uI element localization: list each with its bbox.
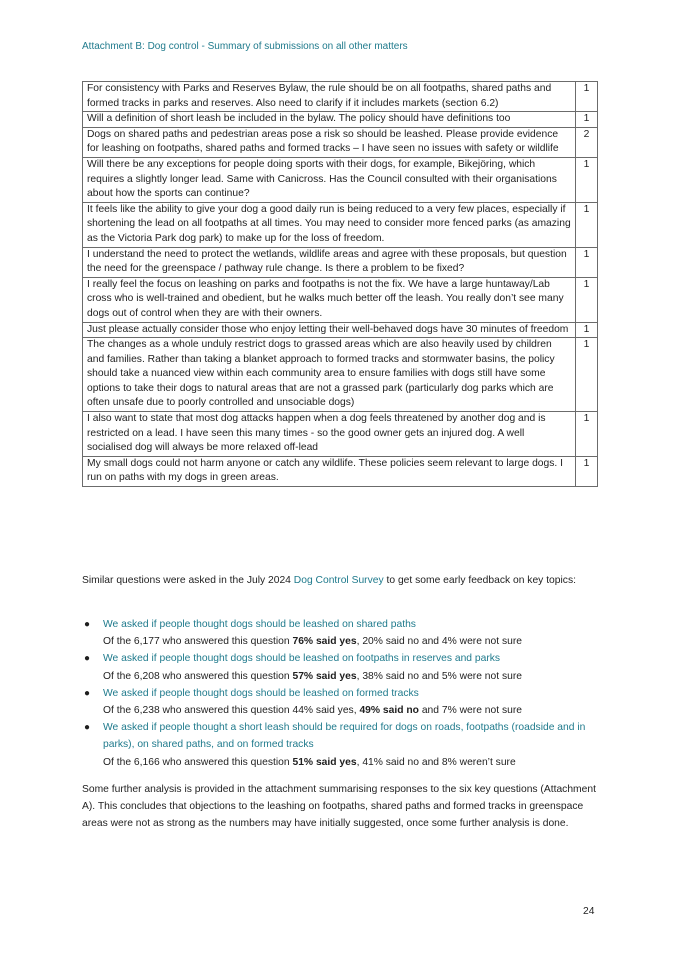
intro-text-start: Similar questions were asked in the July 2024 xyxy=(82,575,294,586)
list-item xyxy=(82,616,602,650)
result-highlight: 57% said yes xyxy=(292,670,357,682)
page-header-title: Attachment B: Dog control - Summary of submissions on all other matters xyxy=(82,41,408,52)
list-item xyxy=(82,719,602,771)
table-row xyxy=(83,82,598,112)
result-text: , 41% said no and 8% weren’t sure xyxy=(356,756,516,768)
submission-text: Just please actually consider those who enjoy letting their well-behaved dogs have 30 minutes of freedom xyxy=(83,322,576,338)
table-row xyxy=(83,112,598,128)
intro-text-end: to get some early feedback on key topics: xyxy=(383,575,576,586)
table-row xyxy=(83,412,598,457)
submission-text: My small dogs could not harm anyone or catch any wildlife. These policies seem relevant to large dogs. I run on paths with my dogs in green areas. xyxy=(83,456,576,486)
submission-count: 1 xyxy=(576,247,598,277)
result-text: and 7% were not sure xyxy=(418,705,522,717)
submission-text: Will a definition of short leash be included in the bylaw. The policy should have definitions too xyxy=(83,112,576,128)
survey-findings-list xyxy=(82,616,602,771)
result-text: , 20% said no and 4% were not sure xyxy=(356,636,523,648)
table-row xyxy=(83,456,598,486)
result-text: , 38% said no and 5% were not sure xyxy=(356,670,523,682)
list-item xyxy=(82,650,602,684)
submission-count: 1 xyxy=(576,322,598,338)
survey-question: We asked if people thought dogs should be leashed on formed tracks xyxy=(103,687,419,699)
submission-count: 2 xyxy=(576,127,598,157)
survey-result xyxy=(103,702,602,719)
submission-count: 1 xyxy=(576,456,598,486)
table-row xyxy=(83,277,598,322)
result-text: Of the 6,238 who answered this question 44% said yes, xyxy=(103,705,360,717)
survey-result xyxy=(103,668,602,685)
survey-result xyxy=(103,633,602,650)
submission-text: The changes as a whole unduly restrict dogs to grassed areas which are also heavily used by children and families. Rather than taking a blanket approach to formed tracks and stormwater basins, the policy should take a nuanced view within each community area to ensure families with dogs still have some options to take their dogs to natural areas that are not a grassed park (particularly dog parks which are often unsafe due to poorly controlled and unsociable dogs) xyxy=(83,338,576,412)
survey-question: We asked if people thought dogs should be leashed on shared paths xyxy=(103,619,416,630)
survey-question: We asked if people thought dogs should be leashed on footpaths in reserves and parks xyxy=(103,653,501,665)
submission-text: I really feel the focus on leashing on parks and footpaths is not the fix. We have a large huntaway/Lab cross who is well-trained and obedient, but he walks much better off the leash. You really don’t see many dogs out of control when they are with their owners. xyxy=(83,277,576,322)
table-row xyxy=(83,322,598,338)
submission-text: For consistency with Parks and Reserves Bylaw, the rule should be on all footpaths, shared paths and formed tracks in parks and reserves. Also need to clarify if it includes markets (section 6.2) xyxy=(83,82,576,112)
submission-text: I also want to state that most dog attacks happen when a dog feels threatened by another dog and is restricted on a lead. I have seen this many times - so the good owner gets an injured dog. A well socialised dog will always be more relaxed off-lead xyxy=(83,412,576,457)
bullet-dot-icon: ● xyxy=(84,687,91,699)
result-text: Of the 6,177 who answered this question xyxy=(103,636,293,648)
submissions-table xyxy=(82,81,598,487)
submission-count: 1 xyxy=(576,112,598,128)
table-row xyxy=(83,338,598,412)
table-row xyxy=(83,202,598,247)
submission-count: 1 xyxy=(576,277,598,322)
submission-text: I understand the need to protect the wetlands, wildlife areas and agree with these proposals, but question the need for the greenspace / pathway rule change. Is there a problem to be fixed? xyxy=(83,247,576,277)
survey-result xyxy=(103,754,602,771)
result-highlight: 76% said yes xyxy=(292,636,357,648)
table-row xyxy=(83,127,598,157)
bullet-dot-icon: ● xyxy=(84,722,91,734)
submission-text: Dogs on shared paths and pedestrian areas pose a risk so should be leashed. Please provide evidence for leashing on footpaths, shared paths and formed tracks – I have seen no issues with safety or wildlife xyxy=(83,127,576,157)
result-highlight: 51% said yes xyxy=(292,756,357,768)
table-row xyxy=(83,247,598,277)
bullet-dot-icon: ● xyxy=(84,653,91,665)
page-number: 24 xyxy=(583,906,595,917)
result-text: Of the 6,166 who answered this question xyxy=(103,756,293,768)
dog-control-survey-link[interactable]: Dog Control Survey xyxy=(293,575,384,586)
submission-count: 1 xyxy=(576,338,598,412)
submission-count: 1 xyxy=(576,412,598,457)
bullet-dot-icon: ● xyxy=(84,619,91,630)
submission-text: Will there be any exceptions for people doing sports with their dogs, for example, Bikejöring, which requires a slightly longer lead. Same with Canicross. Has the Council consulted with their organisations about how the sports can continue? xyxy=(83,157,576,202)
submission-count: 1 xyxy=(576,202,598,247)
closing-paragraph: Some further analysis is provided in the attachment summarising responses to the six key questions (Attachment A). This concludes that objections to the leashing on footpaths, shared paths and formed tracks in greenspace areas were not as strong as the numbers may have initially suggested, once some further analysis is done. xyxy=(82,784,596,829)
survey-intro-paragraph xyxy=(82,573,602,590)
submission-count: 1 xyxy=(576,157,598,202)
submission-count: 1 xyxy=(576,82,598,112)
table-row xyxy=(83,157,598,202)
list-item xyxy=(82,685,602,719)
submission-text: It feels like the ability to give your dog a good daily run is being reduced to a very few places, especially if shortening the lead on all footpaths at all times. You may need to consider more fenced parks (as amazing as the Victoria Park dog park) to make up for the loss of freedom. xyxy=(83,202,576,247)
result-highlight: 49% said no xyxy=(359,705,419,717)
survey-question: We asked if people thought a short leash should be required for dogs on roads, footpaths (roadside and in parks), on shared paths, and on formed tracks xyxy=(103,722,586,751)
result-text: Of the 6,208 who answered this question xyxy=(103,670,293,682)
